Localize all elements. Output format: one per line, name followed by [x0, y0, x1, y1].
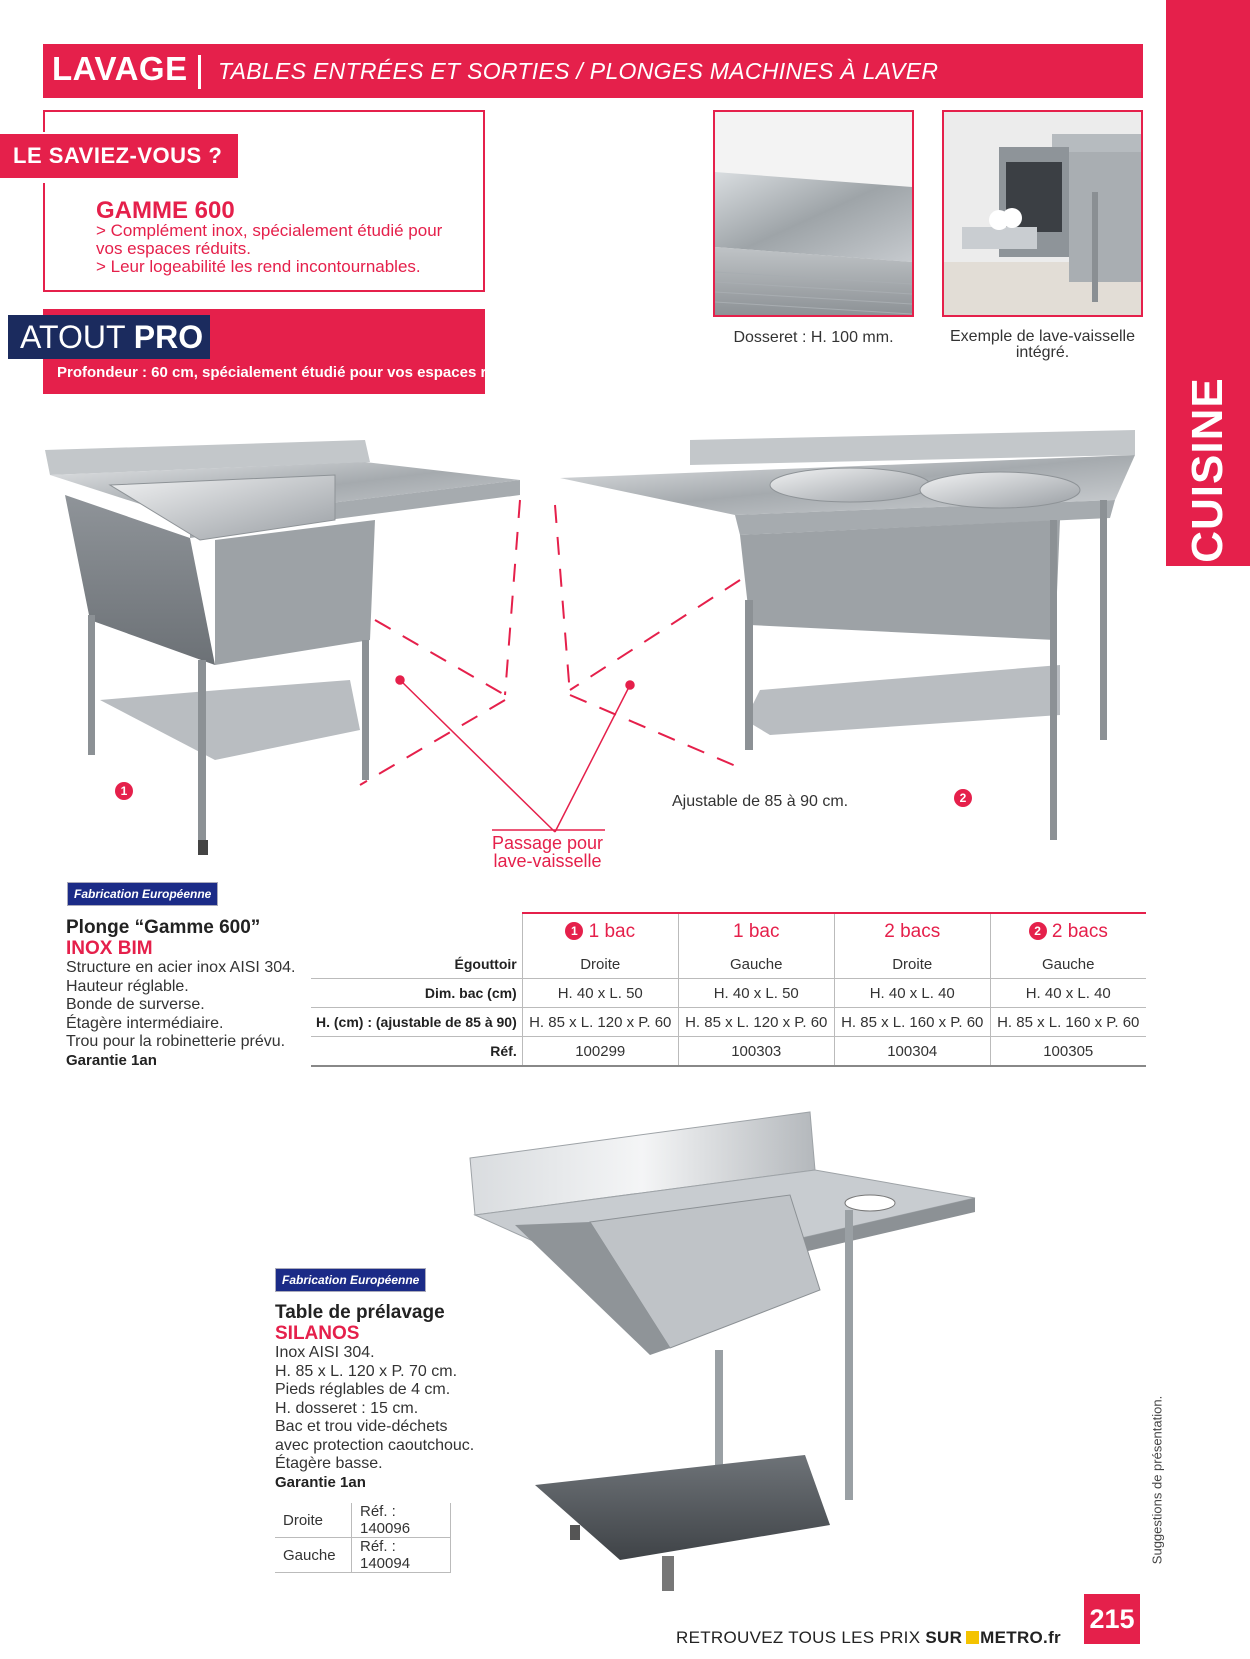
marker-2: 2 [954, 789, 972, 807]
info-box-border [43, 183, 45, 292]
info-box-text: > Complément inox, spécialement étudié pour vos espaces réduits. > Leur logeabilité les rend incontournables. [96, 221, 443, 276]
integrated-dishwasher-photo [942, 110, 1143, 317]
product-title: Plonge “Gamme 600” [66, 917, 261, 938]
product-guarantee: Garantie 1an [275, 1474, 366, 1491]
product-title: Table de prélavage [275, 1302, 445, 1323]
spec-table-header [311, 913, 1146, 950]
prewash-table-image [460, 1110, 980, 1610]
info-box-border [43, 110, 45, 132]
atout-pro-label: ATOUT PRO [8, 315, 210, 359]
marker-1: 1 [115, 782, 133, 800]
category-label: CUISINE [1183, 377, 1232, 563]
product-features: Structure en acier inox AISI 304. Hauteur réglable. Bonde de surverse. Étagère intermédiaire. Trou pour la robinetterie prévu. [66, 959, 296, 1050]
table-row: H. (cm) : (ajustable de 85 à 90) H. 85 x L. 120 x P. 60 H. 85 x L. 120 x P. 60 H. 85 x L. 160 x P. 60 H. 85 x L. 160 x P. 60 [311, 1008, 1146, 1037]
presentation-note: Suggestions de présentation. [1149, 1395, 1165, 1565]
product-guarantee: Garantie 1an [66, 1052, 157, 1069]
atout-pro-text: Profondeur : 60 cm, spécialement étudié pour vos espaces réduits [57, 364, 531, 381]
table-row: Droite Réf. : 140096 [275, 1503, 451, 1538]
product-brand: INOX BIM [66, 938, 153, 959]
table-row: Dim. bac (cm) H. 40 x L. 50 H. 40 x L. 50 H. 40 x L. 40 H. 40 x L. 40 [311, 979, 1146, 1008]
col-header: 2 2 bacs [990, 913, 1146, 950]
metro-logo-icon [966, 1631, 979, 1644]
product-features: Inox AISI 304. H. 85 x L. 120 x P. 70 cm. Pieds réglables de 4 cm. H. dosseret : 15 cm. Bac et trou vide-déchets avec protection caoutchouc. Étagère basse. [275, 1344, 475, 1472]
backsplash-photo [713, 110, 914, 317]
footer-promo: RETROUVEZ TOUS LES PRIX SUR METRO.fr [676, 1628, 1061, 1647]
info-box-label: LE SAVIEZ-VOUS ? [0, 134, 238, 178]
page-number: 215 [1084, 1594, 1140, 1644]
table-row: Gauche Réf. : 140094 [275, 1538, 451, 1573]
reference-table [275, 1503, 451, 1573]
spec-table [311, 912, 1146, 1067]
dishwasher-caption: Exemple de lave-vaisselle intégré. [950, 328, 1135, 361]
made-in-europe-badge: Fabrication Européenne [67, 882, 218, 906]
col-header: 2 bacs [834, 913, 990, 950]
header-divider [198, 55, 201, 89]
adjust-note: Ajustable de 85 à 90 cm. [672, 793, 849, 810]
section-subtitle: TABLES ENTRÉES ET SORTIES / PLONGES MACHINES À LAVER [218, 58, 939, 84]
section-title: LAVAGE [52, 50, 188, 87]
passage-label: Passage pour lave-vaisselle [491, 833, 604, 871]
col-header: 1 bac [678, 913, 834, 950]
info-box-title: GAMME 600 [96, 197, 235, 224]
sink-illustrations [0, 395, 1160, 855]
table-row: Réf. 100299 100303 100304 100305 [311, 1037, 1146, 1067]
backsplash-caption: Dosseret : H. 100 mm. [733, 329, 894, 346]
metro-site-link[interactable]: METRO.fr [980, 1628, 1061, 1647]
product-brand: SILANOS [275, 1323, 360, 1344]
made-in-europe-badge: Fabrication Européenne [275, 1268, 426, 1292]
table-row: Égouttoir Droite Gauche Droite Gauche [311, 950, 1146, 979]
col-header: 1 1 bac [522, 913, 678, 950]
sink-2-image [560, 430, 1135, 840]
